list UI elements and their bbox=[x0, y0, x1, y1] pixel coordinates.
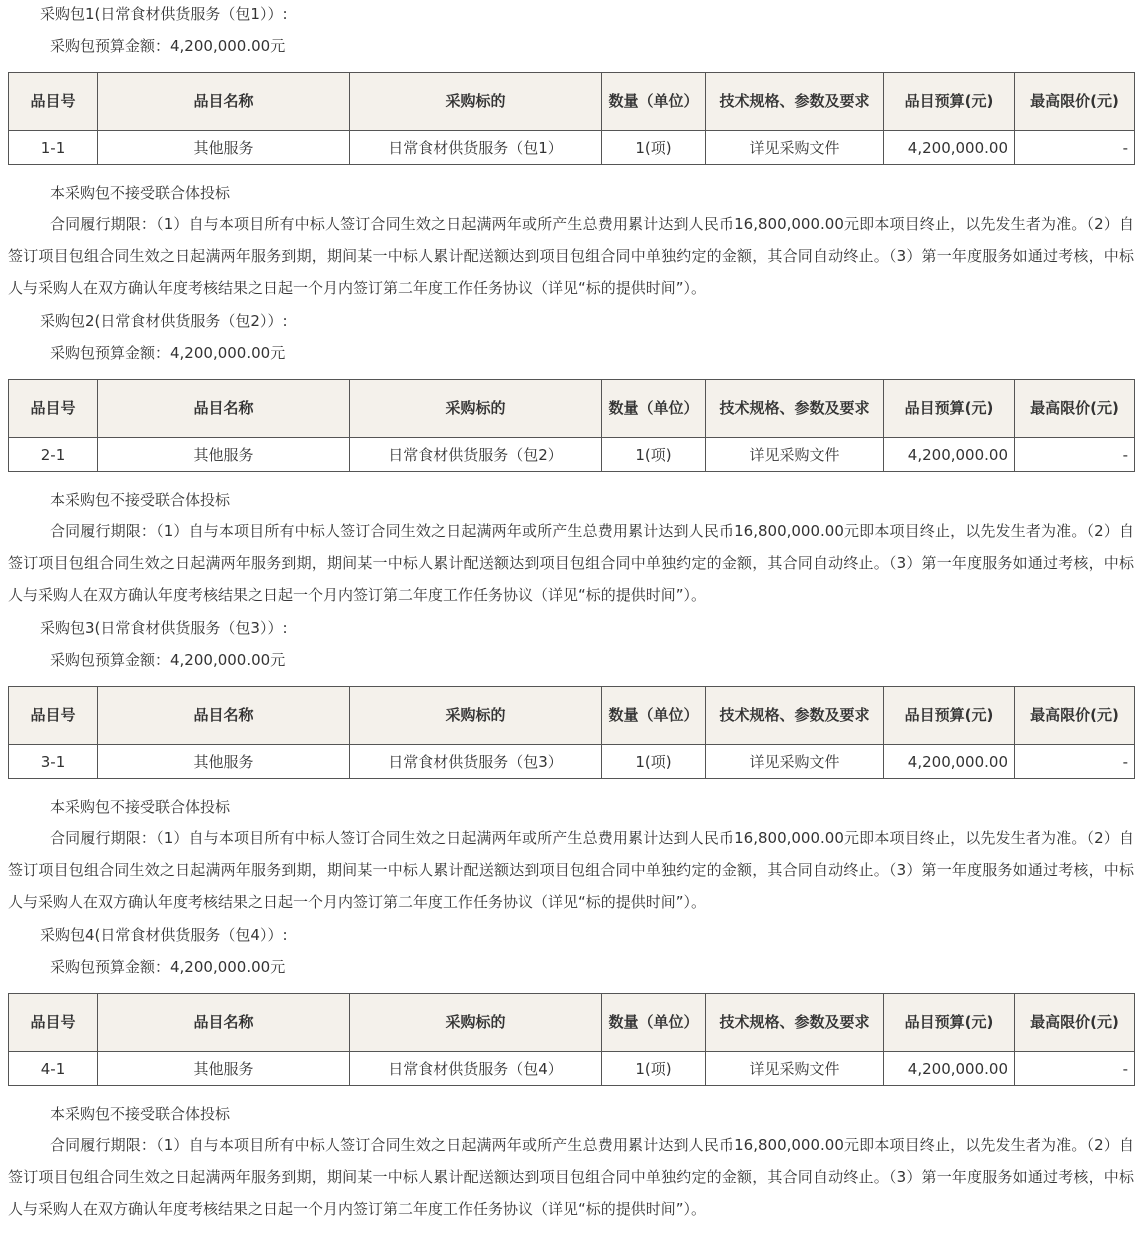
cell-subject: 日常食材供货服务（包4） bbox=[350, 1052, 602, 1086]
cell-spec: 详见采购文件 bbox=[706, 131, 884, 165]
package-budget: 采购包预算金额：4,200,000.00元 bbox=[50, 958, 286, 976]
header-item-name: 品目名称 bbox=[98, 73, 350, 131]
cell-item-name: 其他服务 bbox=[98, 1052, 350, 1086]
package-title: 采购包1(日常食材供货服务（包1））: bbox=[40, 5, 288, 23]
header-max-price: 最高限价(元) bbox=[1015, 73, 1135, 131]
header-item-no: 品目号 bbox=[9, 994, 98, 1052]
package-title: 采购包3(日常食材供货服务（包3））: bbox=[40, 619, 288, 637]
header-subject: 采购标的 bbox=[350, 380, 602, 438]
cell-quantity: 1(项) bbox=[602, 131, 706, 165]
header-budget: 品目预算(元) bbox=[884, 994, 1015, 1052]
contract-term: 合同履行期限：（1）自与本项目所有中标人签订合同生效之日起满两年或所产生总费用累计达到人民币16,800,000.00元即本项目终止，以先发生者为准。（2）自签订项目包组合同生效之日起满两年服务到期，期间某一中标人累计配送额达到项目包组合同中单独约定的金额，其合同自动终止。（3）第一年度服务如通过考核，中标人与采购人在双方确认年度考核结果之日起一个月内签订第二年度工作任务协议（详见“标的提供时间”）。 bbox=[8, 522, 1134, 604]
cell-spec: 详见采购文件 bbox=[706, 1052, 884, 1086]
header-item-no: 品目号 bbox=[9, 380, 98, 438]
items-table bbox=[8, 686, 1135, 779]
header-subject: 采购标的 bbox=[350, 687, 602, 745]
package-budget: 采购包预算金额：4,200,000.00元 bbox=[50, 37, 286, 55]
items-table bbox=[8, 379, 1135, 472]
cell-max-price: - bbox=[1015, 438, 1135, 472]
table-row bbox=[9, 745, 1135, 779]
cell-spec: 详见采购文件 bbox=[706, 438, 884, 472]
consortium-note: 本采购包不接受联合体投标 bbox=[50, 184, 231, 202]
header-item-name: 品目名称 bbox=[98, 380, 350, 438]
cell-budget: 4,200,000.00 bbox=[884, 745, 1015, 779]
package-section-1 bbox=[0, 0, 1143, 307]
consortium-note: 本采购包不接受联合体投标 bbox=[50, 1105, 231, 1123]
cell-max-price: - bbox=[1015, 745, 1135, 779]
header-spec: 技术规格、参数及要求 bbox=[706, 73, 884, 131]
cell-max-price: - bbox=[1015, 1052, 1135, 1086]
cell-max-price: - bbox=[1015, 131, 1135, 165]
cell-budget: 4,200,000.00 bbox=[884, 438, 1015, 472]
cell-item-name: 其他服务 bbox=[98, 131, 350, 165]
header-spec: 技术规格、参数及要求 bbox=[706, 687, 884, 745]
header-item-no: 品目号 bbox=[9, 687, 98, 745]
header-max-price: 最高限价(元) bbox=[1015, 380, 1135, 438]
cell-quantity: 1(项) bbox=[602, 438, 706, 472]
cell-spec: 详见采购文件 bbox=[706, 745, 884, 779]
header-quantity: 数量（单位） bbox=[602, 994, 706, 1052]
header-max-price: 最高限价(元) bbox=[1015, 994, 1135, 1052]
cell-item-no: 2-1 bbox=[9, 438, 98, 472]
header-quantity: 数量（单位） bbox=[602, 380, 706, 438]
package-section-4 bbox=[0, 921, 1143, 1228]
header-item-name: 品目名称 bbox=[98, 687, 350, 745]
package-section-2 bbox=[0, 307, 1143, 614]
items-table bbox=[8, 72, 1135, 165]
header-budget: 品目预算(元) bbox=[884, 687, 1015, 745]
cell-item-no: 3-1 bbox=[9, 745, 98, 779]
cell-subject: 日常食材供货服务（包1） bbox=[350, 131, 602, 165]
header-subject: 采购标的 bbox=[350, 73, 602, 131]
table-header-row bbox=[9, 380, 1135, 438]
header-max-price: 最高限价(元) bbox=[1015, 687, 1135, 745]
table-row bbox=[9, 438, 1135, 472]
header-budget: 品目预算(元) bbox=[884, 380, 1015, 438]
header-quantity: 数量（单位） bbox=[602, 687, 706, 745]
package-title: 采购包4(日常食材供货服务（包4））: bbox=[40, 926, 288, 944]
consortium-note: 本采购包不接受联合体投标 bbox=[50, 491, 231, 509]
header-budget: 品目预算(元) bbox=[884, 73, 1015, 131]
cell-quantity: 1(项) bbox=[602, 745, 706, 779]
cell-quantity: 1(项) bbox=[602, 1052, 706, 1086]
header-quantity: 数量（单位） bbox=[602, 73, 706, 131]
table-row bbox=[9, 131, 1135, 165]
table-header-row bbox=[9, 73, 1135, 131]
contract-term: 合同履行期限：（1）自与本项目所有中标人签订合同生效之日起满两年或所产生总费用累计达到人民币16,800,000.00元即本项目终止，以先发生者为准。（2）自签订项目包组合同生效之日起满两年服务到期，期间某一中标人累计配送额达到项目包组合同中单独约定的金额，其合同自动终止。（3）第一年度服务如通过考核，中标人与采购人在双方确认年度考核结果之日起一个月内签订第二年度工作任务协议（详见“标的提供时间”）。 bbox=[8, 215, 1134, 297]
header-spec: 技术规格、参数及要求 bbox=[706, 994, 884, 1052]
header-item-no: 品目号 bbox=[9, 73, 98, 131]
contract-term: 合同履行期限：（1）自与本项目所有中标人签订合同生效之日起满两年或所产生总费用累计达到人民币16,800,000.00元即本项目终止，以先发生者为准。（2）自签订项目包组合同生效之日起满两年服务到期，期间某一中标人累计配送额达到项目包组合同中单独约定的金额，其合同自动终止。（3）第一年度服务如通过考核，中标人与采购人在双方确认年度考核结果之日起一个月内签订第二年度工作任务协议（详见“标的提供时间”）。 bbox=[8, 1136, 1134, 1218]
cell-item-no: 4-1 bbox=[9, 1052, 98, 1086]
package-budget: 采购包预算金额：4,200,000.00元 bbox=[50, 651, 286, 669]
header-spec: 技术规格、参数及要求 bbox=[706, 380, 884, 438]
consortium-note: 本采购包不接受联合体投标 bbox=[50, 798, 231, 816]
cell-item-no: 1-1 bbox=[9, 131, 98, 165]
cell-budget: 4,200,000.00 bbox=[884, 1052, 1015, 1086]
cell-item-name: 其他服务 bbox=[98, 438, 350, 472]
cell-budget: 4,200,000.00 bbox=[884, 131, 1015, 165]
cell-item-name: 其他服务 bbox=[98, 745, 350, 779]
package-title: 采购包2(日常食材供货服务（包2））: bbox=[40, 312, 288, 330]
items-table bbox=[8, 993, 1135, 1086]
package-section-3 bbox=[0, 614, 1143, 921]
header-item-name: 品目名称 bbox=[98, 994, 350, 1052]
cell-subject: 日常食材供货服务（包3） bbox=[350, 745, 602, 779]
contract-term: 合同履行期限：（1）自与本项目所有中标人签订合同生效之日起满两年或所产生总费用累计达到人民币16,800,000.00元即本项目终止，以先发生者为准。（2）自签订项目包组合同生效之日起满两年服务到期，期间某一中标人累计配送额达到项目包组合同中单独约定的金额，其合同自动终止。（3）第一年度服务如通过考核，中标人与采购人在双方确认年度考核结果之日起一个月内签订第二年度工作任务协议（详见“标的提供时间”）。 bbox=[8, 829, 1134, 911]
cell-subject: 日常食材供货服务（包2） bbox=[350, 438, 602, 472]
package-budget: 采购包预算金额：4,200,000.00元 bbox=[50, 344, 286, 362]
table-header-row bbox=[9, 994, 1135, 1052]
table-header-row bbox=[9, 687, 1135, 745]
table-row bbox=[9, 1052, 1135, 1086]
header-subject: 采购标的 bbox=[350, 994, 602, 1052]
